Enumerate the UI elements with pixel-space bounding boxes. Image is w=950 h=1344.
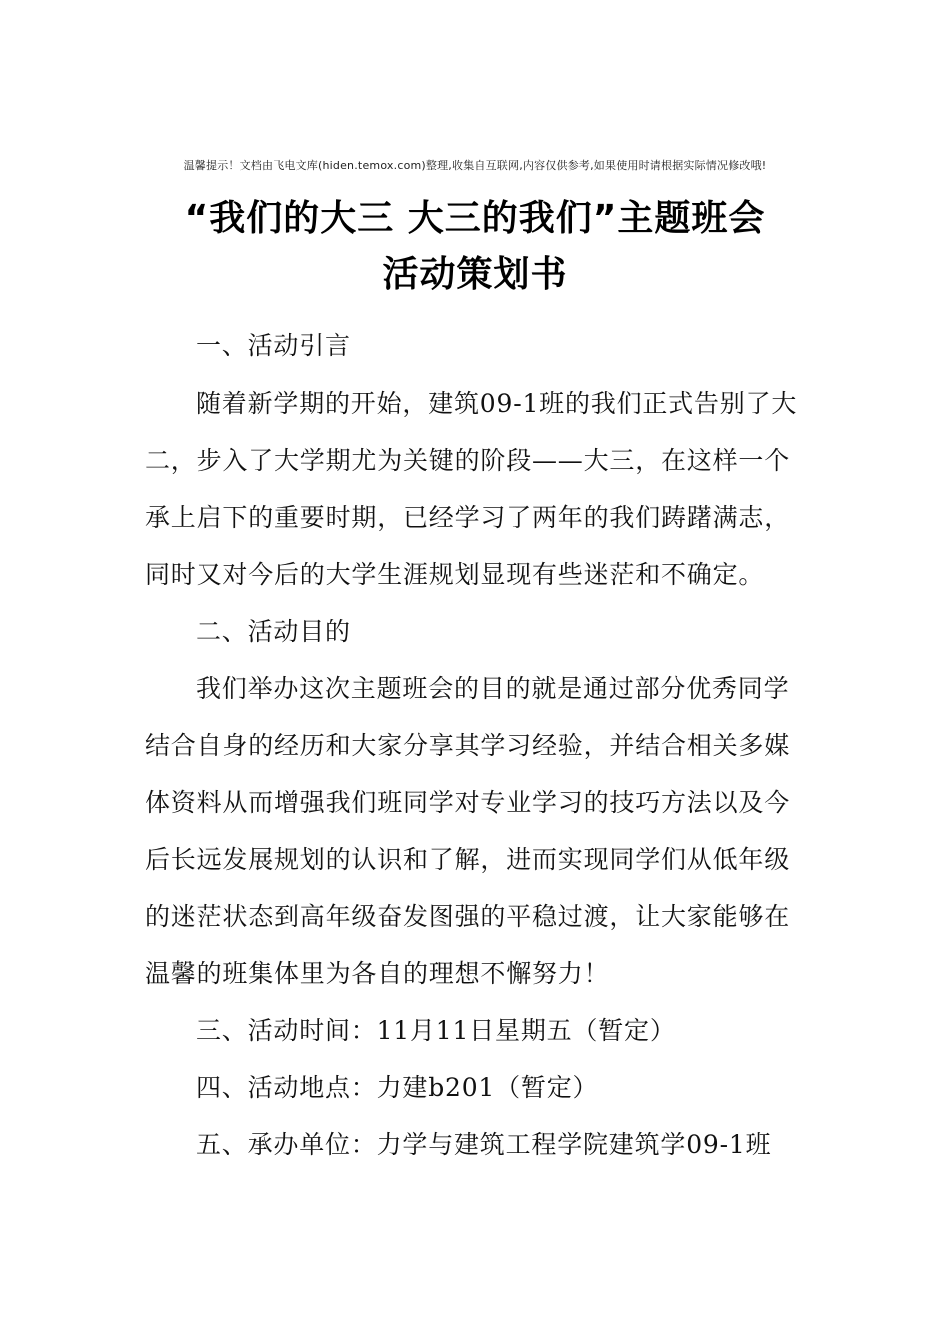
paragraph-purpose-line: 结合自身的经历和大家分享其学习经验，并结合相关多媒	[145, 731, 791, 760]
document-title-line-2: 活动策划书	[382, 254, 568, 295]
paragraph-purpose-line: 我们举办这次主题班会的目的就是通过部分优秀同学	[196, 674, 790, 703]
paragraph-intro-line: 随着新学期的开始，建筑09-1班的我们正式告别了大	[196, 389, 798, 418]
section-heading-intro: 一、活动引言	[196, 331, 351, 360]
paragraph-intro-line: 二，步入了大学期尤为关键的阶段——大三，在这样一个	[145, 446, 791, 475]
paragraph-intro-line: 同时又对今后的大学生涯规划显现有些迷茫和不确定。	[145, 560, 765, 589]
activity-time: 三、活动时间：11月11日星期五（暂定）	[196, 1016, 676, 1045]
header-note: 温馨提示！文档由飞电文库(hiden.temox.com)整理,收集自互联网,内容仅供参考,如果使用时请根据实际情况修改哦!	[183, 159, 767, 172]
activity-place: 四、活动地点：力建b201（暂定）	[196, 1073, 599, 1102]
paragraph-purpose-line: 的迷茫状态到高年级奋发图强的平稳过渡，让大家能够在	[145, 902, 791, 931]
paragraph-purpose-line: 体资料从而增强我们班同学对专业学习的技巧方法以及今	[145, 788, 791, 817]
paragraph-purpose-line: 后长远发展规划的认识和了解，进而实现同学们从低年级	[145, 845, 791, 874]
section-heading-purpose: 二、活动目的	[196, 617, 351, 646]
paragraph-intro-line: 承上启下的重要时期，已经学习了两年的我们踌躇满志，	[145, 503, 791, 532]
document-title-line-1: “我们的大三 大三的我们”主题班会	[184, 198, 766, 239]
activity-organizer: 五、承办单位：力学与建筑工程学院建筑学09-1班	[196, 1130, 772, 1159]
paragraph-purpose-line: 温馨的班集体里为各自的理想不懈努力！	[145, 959, 610, 988]
